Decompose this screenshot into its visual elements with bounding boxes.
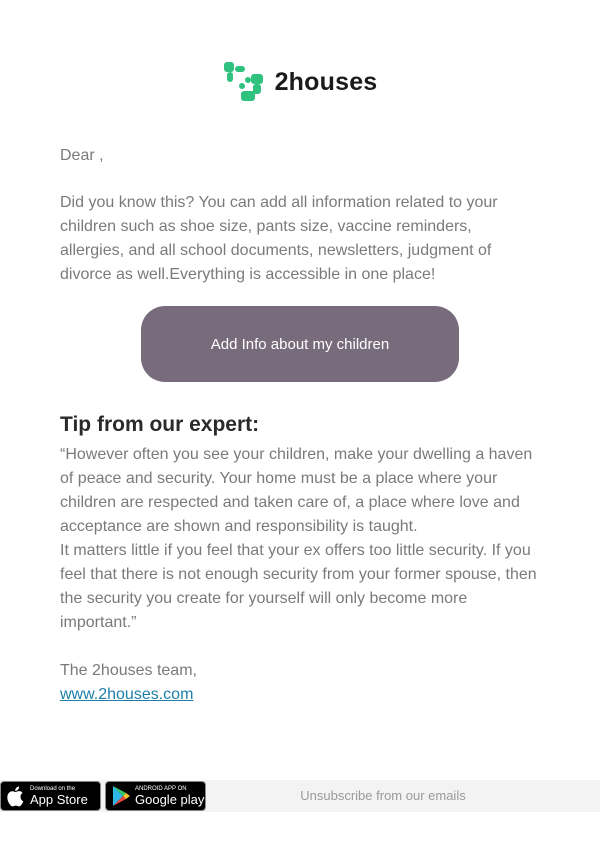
- quote-line: It matters little if you feel that your ex offers too little security. If you: [60, 542, 531, 559]
- google-play-big-text: Google play: [135, 791, 205, 807]
- brand-logo: [0, 58, 600, 106]
- quote-line: “However often you see your children, make your dwelling a haven: [60, 446, 533, 463]
- quote-line: acceptance are shown and responsibility is taught.: [60, 518, 418, 535]
- quote-line: feel that there is not enough security from your former spouse, then: [60, 566, 537, 583]
- greeting: Dear ,: [60, 147, 104, 164]
- unsubscribe-link[interactable]: Unsubscribe from our emails: [300, 788, 466, 803]
- google-play-small-text: ANDROID APP ON: [135, 785, 187, 792]
- app-store-big-text: App Store: [30, 791, 88, 807]
- google-play-icon: [111, 785, 131, 807]
- signoff-block: [60, 659, 540, 707]
- intro-line: children such as shoe size, pants size, vaccine reminders,: [60, 218, 472, 235]
- apple-icon: [6, 785, 26, 807]
- intro-line: Did you know this? You can add all information related to your: [60, 194, 498, 211]
- quote-line: of peace and security. Your home must be a place where your: [60, 470, 498, 487]
- intro-line: divorce as well.Everything is accessible in one place!: [60, 266, 436, 283]
- intro-paragraph: [60, 191, 540, 287]
- intro-line: allergies, and all school documents, newsletters, judgment of: [60, 242, 492, 259]
- signoff-text: The 2houses team,: [60, 662, 197, 679]
- 2houses-logo-icon: [223, 60, 265, 104]
- quote-line: important.”: [60, 614, 137, 631]
- app-store-badge[interactable]: [0, 781, 101, 811]
- quote-line: children are respected and taken care of, a place where love and: [60, 494, 520, 511]
- google-play-badge[interactable]: [105, 781, 206, 811]
- email-footer: [0, 780, 600, 812]
- tip-heading: Tip from our expert:: [60, 413, 260, 436]
- add-info-button[interactable]: Add Info about my children: [141, 306, 459, 382]
- website-link[interactable]: www.2houses.com: [60, 686, 194, 703]
- brand-name: 2houses: [274, 67, 378, 96]
- app-store-small-text: Download on the: [30, 785, 76, 792]
- expert-quote: [60, 443, 540, 635]
- quote-line: the security you create for yourself will only become more: [60, 590, 468, 607]
